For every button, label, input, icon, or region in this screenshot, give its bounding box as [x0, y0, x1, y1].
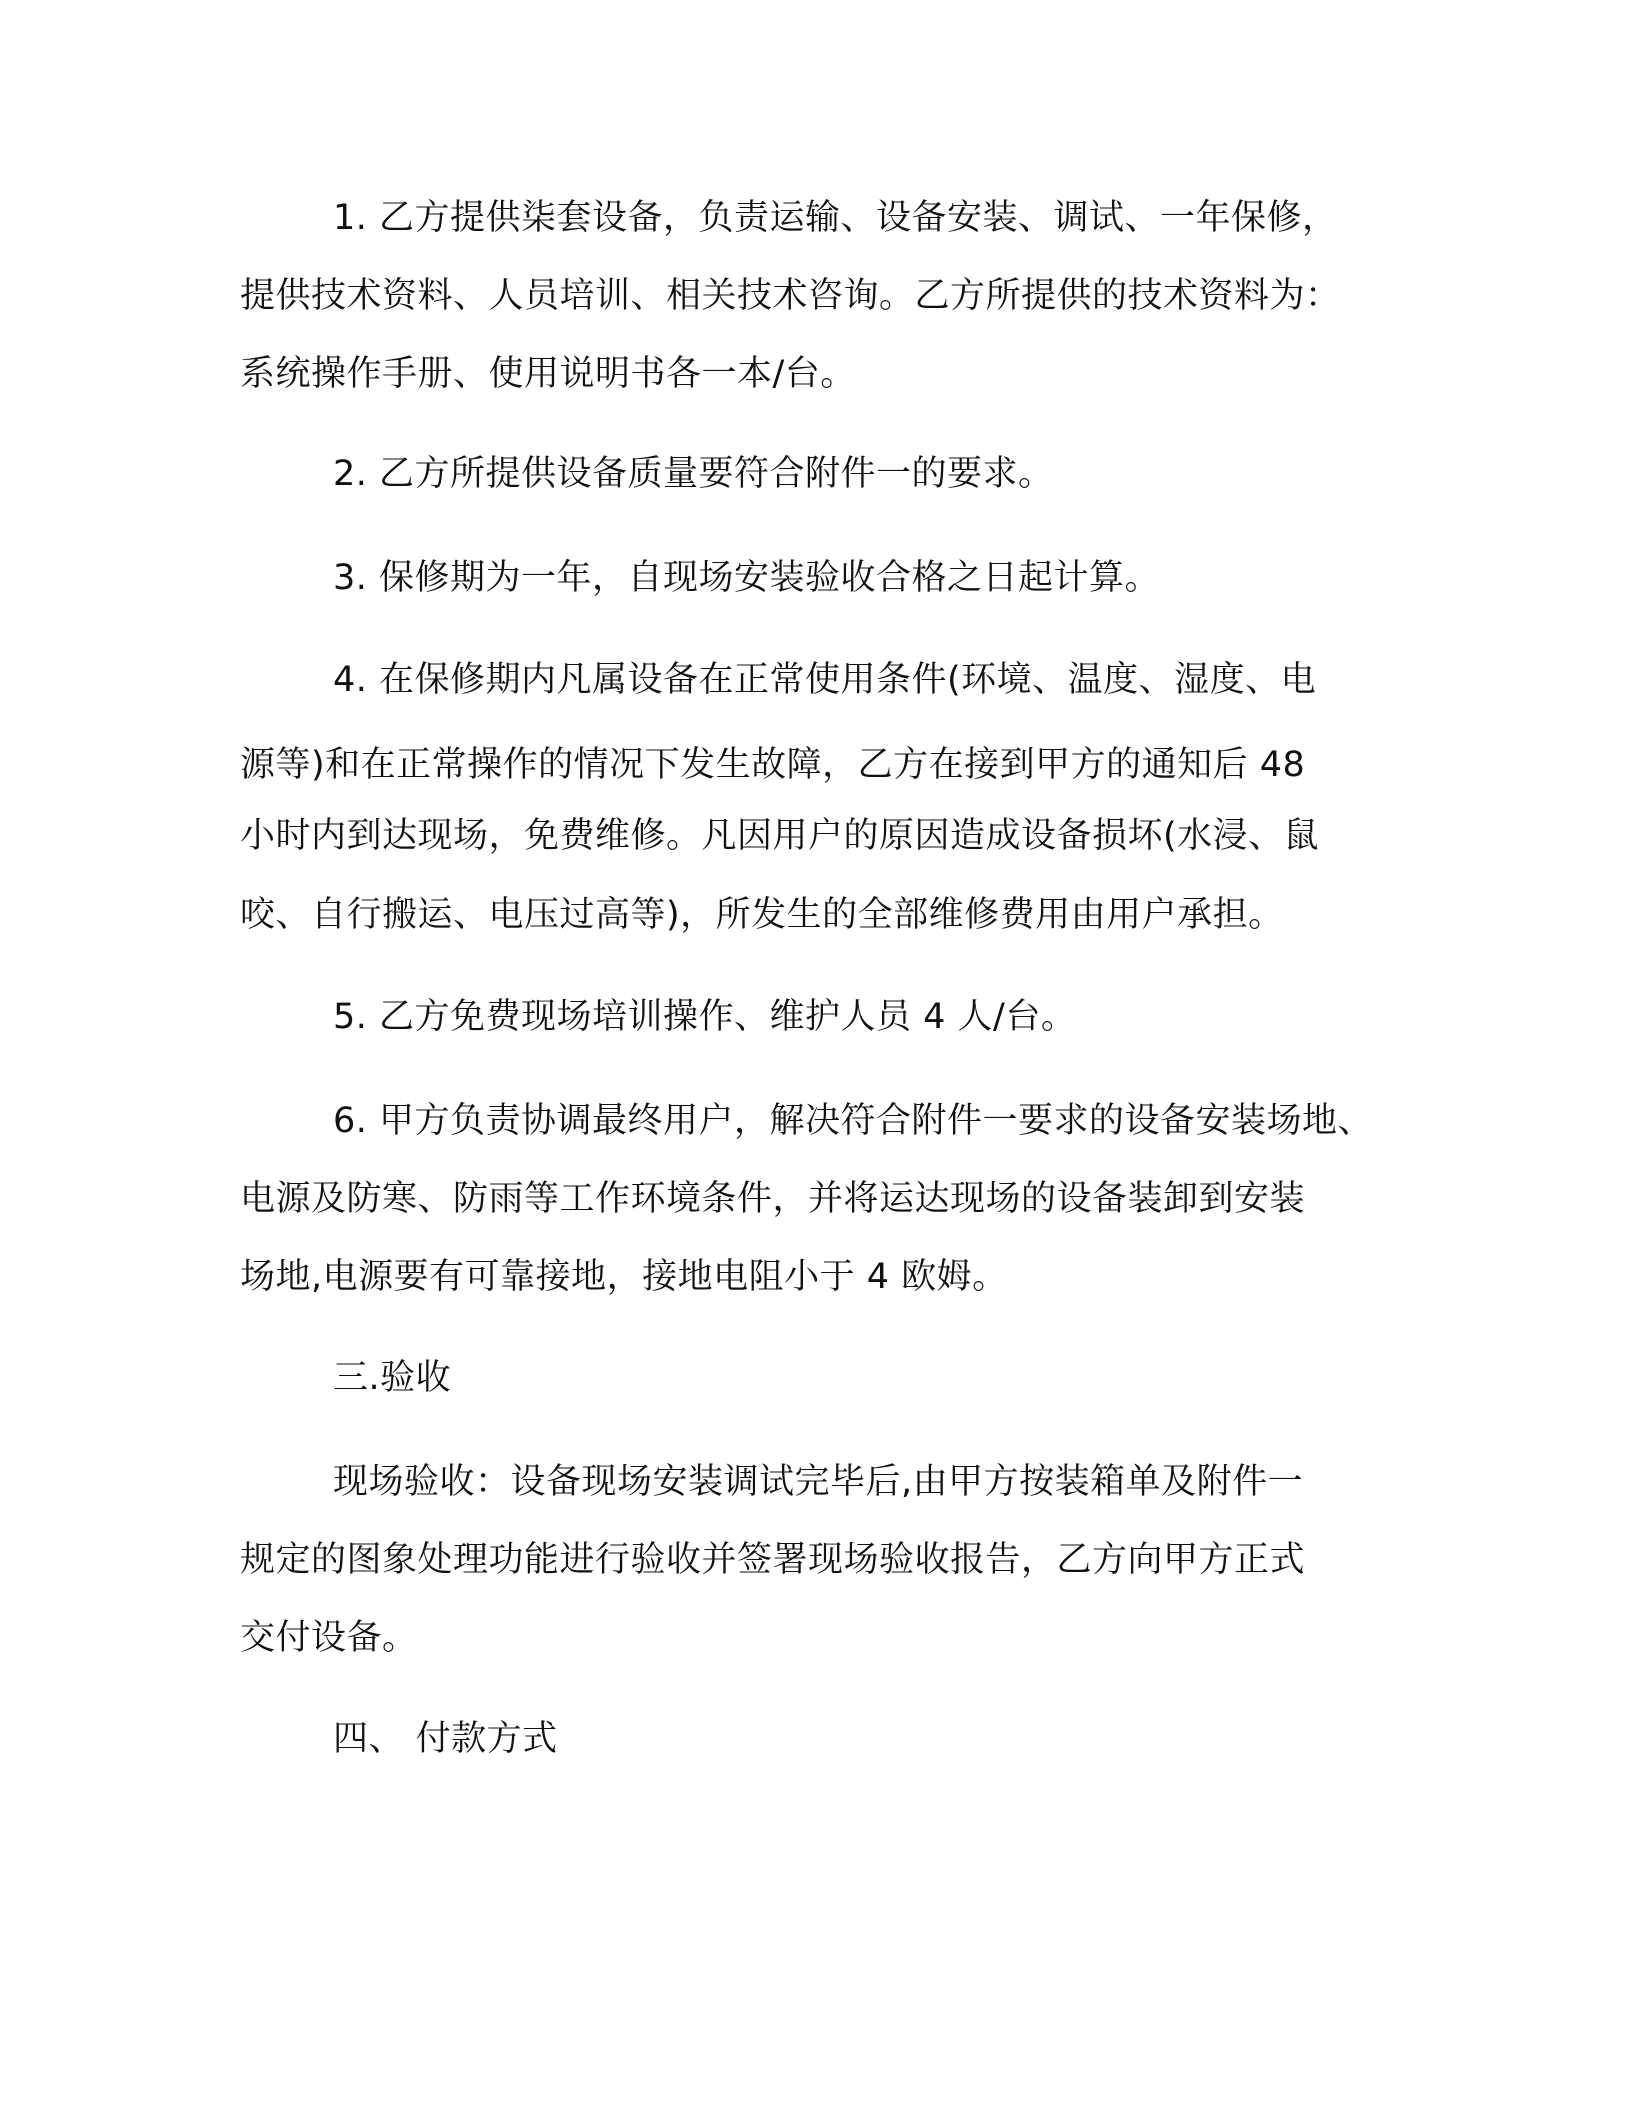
acceptance-line-3: 交付设备。: [240, 1618, 418, 1658]
section-heading-acceptance: 三.验收: [333, 1358, 452, 1398]
clause-4-line-3: 小时内到达现场，免费维修。凡因用户的原因造成设备损坏(水浸、鼠: [240, 816, 1320, 856]
clause-4-line-2: 源等)和在正常操作的情况下发生故障，乙方在接到甲方的通知后 48: [240, 745, 1306, 785]
section-heading-payment: 四、 付款方式: [333, 1719, 558, 1759]
clause-5: 5. 乙方免费现场培训操作、维护人员 4 人/台。: [333, 997, 1077, 1037]
clause-1-line-1: 1. 乙方提供柒套设备，负责运输、设备安装、调试、一年保修，: [333, 198, 1338, 238]
clause-2: 2. 乙方所提供设备质量要符合附件一的要求。: [333, 454, 1054, 494]
acceptance-line-2: 规定的图象处理功能进行验收并签署现场验收报告，乙方向甲方正式: [240, 1540, 1306, 1580]
clause-1-line-2: 提供技术资料、人员培训、相关技术咨询。乙方所提供的技术资料为：: [240, 276, 1341, 316]
acceptance-line-1: 现场验收：设备现场安装调试完毕后,由甲方按装箱单及附件一: [333, 1462, 1304, 1502]
clause-1-line-3: 系统操作手册、使用说明书各一本/台。: [240, 354, 856, 394]
clause-6-line-3: 场地,电源要有可靠接地，接地电阻小于 4 欧姆。: [240, 1257, 1008, 1297]
clause-6-line-2: 电源及防寒、防雨等工作环境条件，并将运达现场的设备装卸到安装: [240, 1179, 1306, 1219]
clause-6-line-1: 6. 甲方负责协调最终用户，解决符合附件一要求的设备安装场地、: [333, 1101, 1374, 1141]
clause-3: 3. 保修期为一年，自现场安装验收合格之日起计算。: [333, 558, 1161, 598]
clause-4-line-4: 咬、自行搬运、电压过高等)，所发生的全部维修费用由用户承担。: [240, 895, 1284, 935]
clause-4-line-1: 4. 在保修期内凡属设备在正常使用条件(环境、温度、湿度、电: [333, 660, 1317, 700]
